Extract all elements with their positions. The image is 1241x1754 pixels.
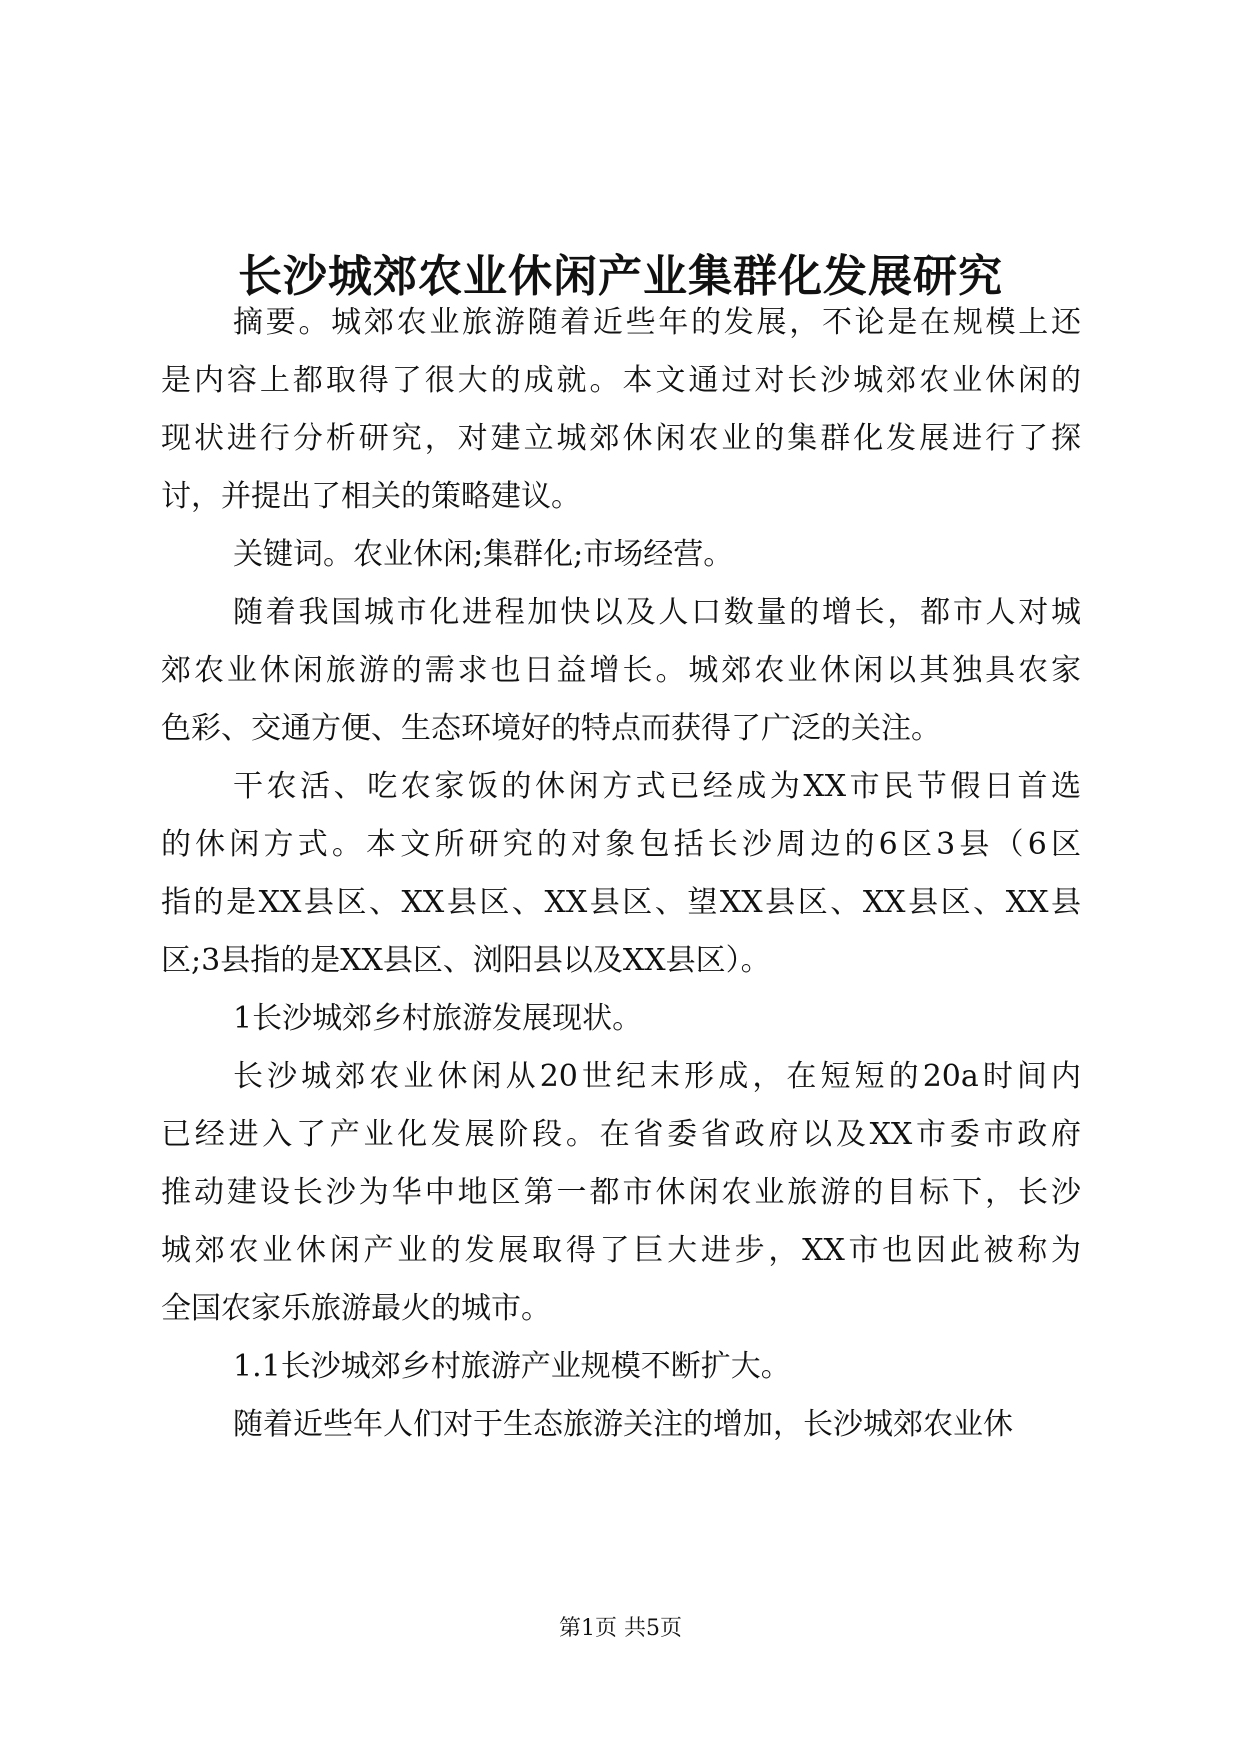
paragraph-line: 讨，并提出了相关的策略建议。 [161,479,581,514]
paragraph-line: 推动建设长沙为华中地区第一都市休闲农业旅游的目标下，长沙 [161,1175,1081,1210]
paragraph-line: 干农活、吃农家饭的休闲方式已经成为XX市民节假日首选 [233,769,1081,804]
paragraph-line: 全国农家乐旅游最火的城市。 [161,1291,551,1326]
document-title: 长沙城郊农业休闲产业集群化发展研究 [238,251,1003,303]
paragraph-line: 随着我国城市化进程加快以及人口数量的增长，都市人对城 [233,595,1081,630]
paragraph [161,990,1081,1048]
paragraph [161,1338,1081,1396]
paragraph-line: 区;3县指的是XX县区、浏阳县以及XX县区）。 [161,943,771,978]
paragraph-line: 是内容上都取得了很大的成就。本文通过对长沙城郊农业休闲的 [161,363,1081,398]
paragraph-line: 城郊农业休闲产业的发展取得了巨大进步，XX市也因此被称为 [161,1233,1081,1268]
paragraph-line: 的休闲方式。本文所研究的对象包括长沙周边的6区3县（6区 [161,827,1081,862]
paragraph [161,294,1081,526]
paragraph-line: 郊农业休闲旅游的需求也日益增长。城郊农业休闲以其独具农家 [161,653,1081,688]
paragraph-line: 色彩、交通方便、生态环境好的特点而获得了广泛的关注。 [161,711,941,746]
paragraph-line: 现状进行分析研究，对建立城郊休闲农业的集群化发展进行了探 [161,421,1081,456]
paragraph [161,1396,1081,1454]
paragraph-line: 已经进入了产业化发展阶段。在省委省政府以及XX市委市政府 [161,1117,1081,1152]
paragraph-line: 关键词。农业休闲;集群化;市场经营。 [233,537,734,572]
paragraph-line: 长沙城郊农业休闲从20世纪末形成，在短短的20a时间内 [233,1059,1081,1094]
paragraph [161,758,1081,990]
paragraph [161,584,1081,758]
paragraph-line: 1长沙城郊乡村旅游发展现状。 [233,1001,643,1036]
paragraph-line: 摘要。城郊农业旅游随着近些年的发展，不论是在规模上还 [233,305,1081,340]
document-body [161,294,1081,1454]
page-footer: 第1页 共5页 [559,1616,682,1641]
paragraph-line: 1.1长沙城郊乡村旅游产业规模不断扩大。 [233,1349,791,1384]
paragraph-line: 随着近些年人们对于生态旅游关注的增加，长沙城郊农业休 [233,1407,1013,1442]
paragraph-line: 指的是XX县区、XX县区、XX县区、望XX县区、XX县区、XX县 [161,885,1081,920]
paragraph [161,1048,1081,1338]
paragraph [161,526,1081,584]
